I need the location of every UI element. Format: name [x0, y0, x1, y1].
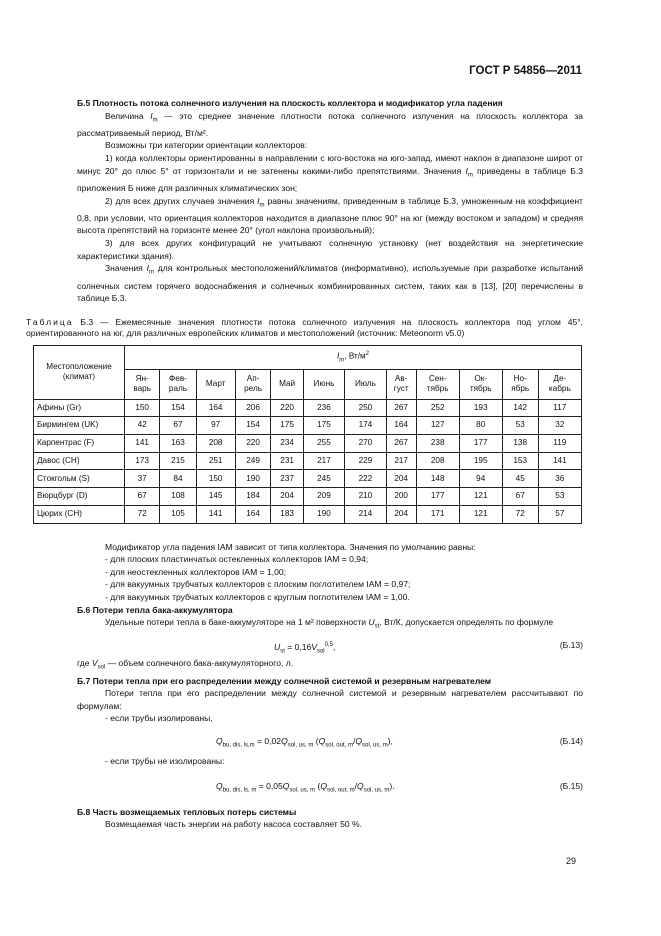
value-cell: 117: [538, 399, 581, 417]
b5-paragraph-5: 3) для всех других конфигураций не учитывают солнечную установку (нет воздействия на энергетические характеристики здания).: [77, 238, 583, 261]
value-cell: 154: [235, 417, 271, 435]
value-cell: 141: [125, 435, 160, 453]
value-cell: 236: [303, 399, 344, 417]
value-cell: 67: [160, 417, 196, 435]
table-caption: Таблица Б.3 — Ежемесячные значения плотности потока солнечного излучения на плоскость коллектора под углом 45°, ориентированного на юг, для различных европейских климатов и местоположений (источник: Meteonorm v5.0): [26, 316, 583, 338]
page-number: 29: [566, 856, 577, 866]
table-row: [34, 505, 582, 523]
b7-paragraph-1: Потери тепла при его распределении между солнечной системой и резервным нагревателем рассчитывают по формулам:: [77, 688, 583, 711]
section-b7-title: Б.7 Потери тепла при его распределении между солнечной системой и резервным нагревателем: [77, 675, 492, 686]
section-b6-title: Б.6 Потери тепла бака-аккумулятора: [77, 604, 233, 615]
table-row: [34, 435, 582, 453]
value-cell: 204: [386, 505, 416, 523]
location-cell: Бирмингем (UK): [34, 417, 125, 435]
location-cell: Давос (CH): [34, 452, 125, 470]
value-cell: 72: [125, 505, 160, 523]
b5-paragraph-4: 2) для всех других случаев значения $I_m$ равны значениям, приведенным в таблице Б.3, умноженным на коэффициент 0,8, при условии, что ориентация коллекторов находится в диапазоне плюс 90° на юг (между востоком и западом) и средняя высота препятствий на горизонте менее 20° (угол наклона произвольный);: [77, 195, 583, 236]
month-header: Ап- рель: [235, 369, 271, 399]
value-cell: 127: [416, 417, 459, 435]
iam-list-item: - для вакуумных трубчатых коллекторов с круглым поглотителем IAM = 1,00.: [105, 591, 410, 602]
table-row: [34, 417, 582, 435]
value-cell: 141: [538, 452, 581, 470]
value-cell: 204: [271, 488, 303, 506]
month-header: Май: [271, 369, 303, 399]
formula-number: (Б.15): [559, 780, 583, 791]
value-cell: 80: [459, 417, 502, 435]
month-header: Ян- варь: [125, 369, 160, 399]
value-cell: 237: [271, 470, 303, 488]
value-cell: 32: [538, 417, 581, 435]
value-cell: 214: [345, 505, 386, 523]
value-cell: 45: [502, 470, 538, 488]
value-cell: 150: [196, 470, 235, 488]
location-cell: Цюрих (CH): [34, 505, 125, 523]
table-row: [34, 488, 582, 506]
section-b5-title: Б.5 Плотность потока солнечного излучения на плоскость коллектора и модификатор угла падения: [77, 98, 503, 108]
month-header: Июнь: [303, 369, 344, 399]
formula-number: (Б.13): [559, 640, 583, 651]
value-cell: 183: [271, 505, 303, 523]
value-cell: 255: [303, 435, 344, 453]
section-b8-title: Б.8 Часть возмещаемых тепловых потерь системы: [77, 806, 297, 817]
value-cell: 210: [345, 488, 386, 506]
month-header: Ок- тябрь: [459, 369, 502, 399]
value-cell: 229: [345, 452, 386, 470]
value-cell: 217: [303, 452, 344, 470]
irradiance-unit-header: $I_m$, $Вт/м^2$: [125, 345, 582, 369]
formula-b15: $Q_{bu, dis, ls, m} = 0,05Q_{sol, us, m}$ $(Q_{sol, out, m}/Q_{sol, us, m})$. (Б.15): [216, 780, 583, 794]
value-cell: 141: [196, 505, 235, 523]
iam-paragraph: Модификатор угла падения IAM зависит от типа коллектора. Значения по умолчанию равны:: [105, 541, 476, 552]
value-cell: 153: [502, 452, 538, 470]
value-cell: 252: [416, 399, 459, 417]
value-cell: 150: [125, 399, 160, 417]
value-cell: 245: [303, 470, 344, 488]
month-header: Но- ябрь: [502, 369, 538, 399]
location-cell: Карпентрас (F): [34, 435, 125, 453]
value-cell: 206: [235, 399, 271, 417]
value-cell: 163: [160, 435, 196, 453]
value-cell: 67: [125, 488, 160, 506]
formula-b14: $Q_{bu, dis, ls,m} = 0,02Q_{sol, us, m}$ $(Q_{sol, out, m}/Q_{sol, us, m})$, (Б.14): [216, 736, 583, 749]
value-cell: 164: [235, 505, 271, 523]
month-header: Сен- тябрь: [416, 369, 459, 399]
value-cell: 171: [416, 505, 459, 523]
month-header: Март: [196, 369, 235, 399]
b7-case-insulated: - если трубы изолированы,: [105, 713, 213, 724]
document-body: [26, 97, 583, 831]
value-cell: 121: [459, 505, 502, 523]
value-cell: 138: [502, 435, 538, 453]
value-cell: 208: [196, 435, 235, 453]
value-cell: 267: [386, 435, 416, 453]
document-header: ГОСТ Р 54856—2011: [469, 65, 582, 77]
value-cell: 200: [386, 488, 416, 506]
table-row: [34, 470, 582, 488]
value-cell: 154: [160, 399, 196, 417]
value-cell: 267: [386, 399, 416, 417]
value-cell: 195: [459, 452, 502, 470]
value-cell: 72: [502, 505, 538, 523]
iam-list-item: - для неостекленных коллекторов IAM = 1,00;: [105, 566, 286, 577]
value-cell: 42: [125, 417, 160, 435]
value-cell: 67: [502, 488, 538, 506]
value-cell: 251: [196, 452, 235, 470]
b5-paragraph-1: Величина $I_m$ — это среднее значение плотности потока солнечного излучения на плоскость коллектора за рассматриваемый период, Вт/м².: [77, 110, 583, 138]
value-cell: 94: [459, 470, 502, 488]
location-cell: Афины (Gr): [34, 399, 125, 417]
location-cell: Стокгольм (S): [34, 470, 125, 488]
value-cell: 164: [196, 399, 235, 417]
value-cell: 270: [345, 435, 386, 453]
location-header: Местоположение (климат): [34, 345, 125, 399]
b8-paragraph-1: Возмещаемая часть энергии на работу насоса составляет 50 %.: [105, 819, 362, 830]
value-cell: 220: [271, 399, 303, 417]
value-cell: 53: [538, 488, 581, 506]
value-cell: 217: [386, 452, 416, 470]
value-cell: 184: [235, 488, 271, 506]
formula-b13: $U_{st} = 0,16V_{sol}^{0,5}$, (Б.13): [274, 640, 583, 655]
solar-irradiance-table: [33, 345, 582, 524]
value-cell: 57: [538, 505, 581, 523]
b7-case-not-insulated: - если трубы не изолированы:: [105, 756, 225, 767]
value-cell: 173: [125, 452, 160, 470]
month-header: Ав- густ: [386, 369, 416, 399]
value-cell: 175: [303, 417, 344, 435]
value-cell: 53: [502, 417, 538, 435]
month-header: Де- кабрь: [538, 369, 581, 399]
value-cell: 121: [459, 488, 502, 506]
value-cell: 209: [303, 488, 344, 506]
value-cell: 37: [125, 470, 160, 488]
iam-list-item: - для вакуумных трубчатых коллекторов с плоским поглотителем IAM = 0,97;: [105, 579, 411, 590]
b5-paragraph-3: 1) когда коллекторы ориентированны в направлении с юго-востока на юго-запад, имеют наклон в диапазоне широт от минус 20° до плюс 5° от горизонтали и не затенены какими-либо препятствиями. Значения $I_m$ приведены в таблице Б.3 приложения Б ниже для различных климатических зон;: [77, 153, 583, 193]
value-cell: 174: [345, 417, 386, 435]
value-cell: 177: [416, 488, 459, 506]
value-cell: 193: [459, 399, 502, 417]
value-cell: 190: [235, 470, 271, 488]
value-cell: 222: [345, 470, 386, 488]
value-cell: 145: [196, 488, 235, 506]
value-cell: 105: [160, 505, 196, 523]
value-cell: 164: [386, 417, 416, 435]
where-clause: где $V_{sol}$ — объем солнечного бака-аккумуляторного, л.: [77, 658, 294, 672]
table-row: [34, 452, 582, 470]
month-header: Июль: [345, 369, 386, 399]
value-cell: 204: [386, 470, 416, 488]
value-cell: 190: [303, 505, 344, 523]
value-cell: 238: [416, 435, 459, 453]
value-cell: 220: [235, 435, 271, 453]
value-cell: 108: [160, 488, 196, 506]
formula-number: (Б.14): [559, 736, 583, 747]
value-cell: 215: [160, 452, 196, 470]
b5-paragraph-2: Возможны три категории ориентации коллекторов:: [105, 140, 308, 151]
value-cell: 175: [271, 417, 303, 435]
value-cell: 119: [538, 435, 581, 453]
value-cell: 148: [416, 470, 459, 488]
value-cell: 234: [271, 435, 303, 453]
value-cell: 250: [345, 399, 386, 417]
value-cell: 249: [235, 452, 271, 470]
value-cell: 231: [271, 452, 303, 470]
table-row: [34, 399, 582, 417]
b5-paragraph-6: Значения $I_m$ для контрольных местоположений/климатов (информативно), используемые при разработке испытаний солнечных систем горячего водоснабжения и солнечных комбинированных систем, таких как в [13], [20] перечислены в таблице Б.3.: [77, 263, 583, 304]
b6-paragraph-1: Удельные потери тепла в баке-аккумуляторе на 1 м² поверхности $U_{st}$, Вт/К, допускается определять по формуле: [105, 617, 554, 630]
value-cell: 177: [459, 435, 502, 453]
value-cell: 84: [160, 470, 196, 488]
month-header: Фев- раль: [160, 369, 196, 399]
value-cell: 36: [538, 470, 581, 488]
iam-list-item: - для плоских пластинчатых остекленных коллекторов IAM = 0,94;: [105, 554, 369, 565]
value-cell: 97: [196, 417, 235, 435]
value-cell: 208: [416, 452, 459, 470]
value-cell: 142: [502, 399, 538, 417]
location-cell: Вюрцбург (D): [34, 488, 125, 506]
